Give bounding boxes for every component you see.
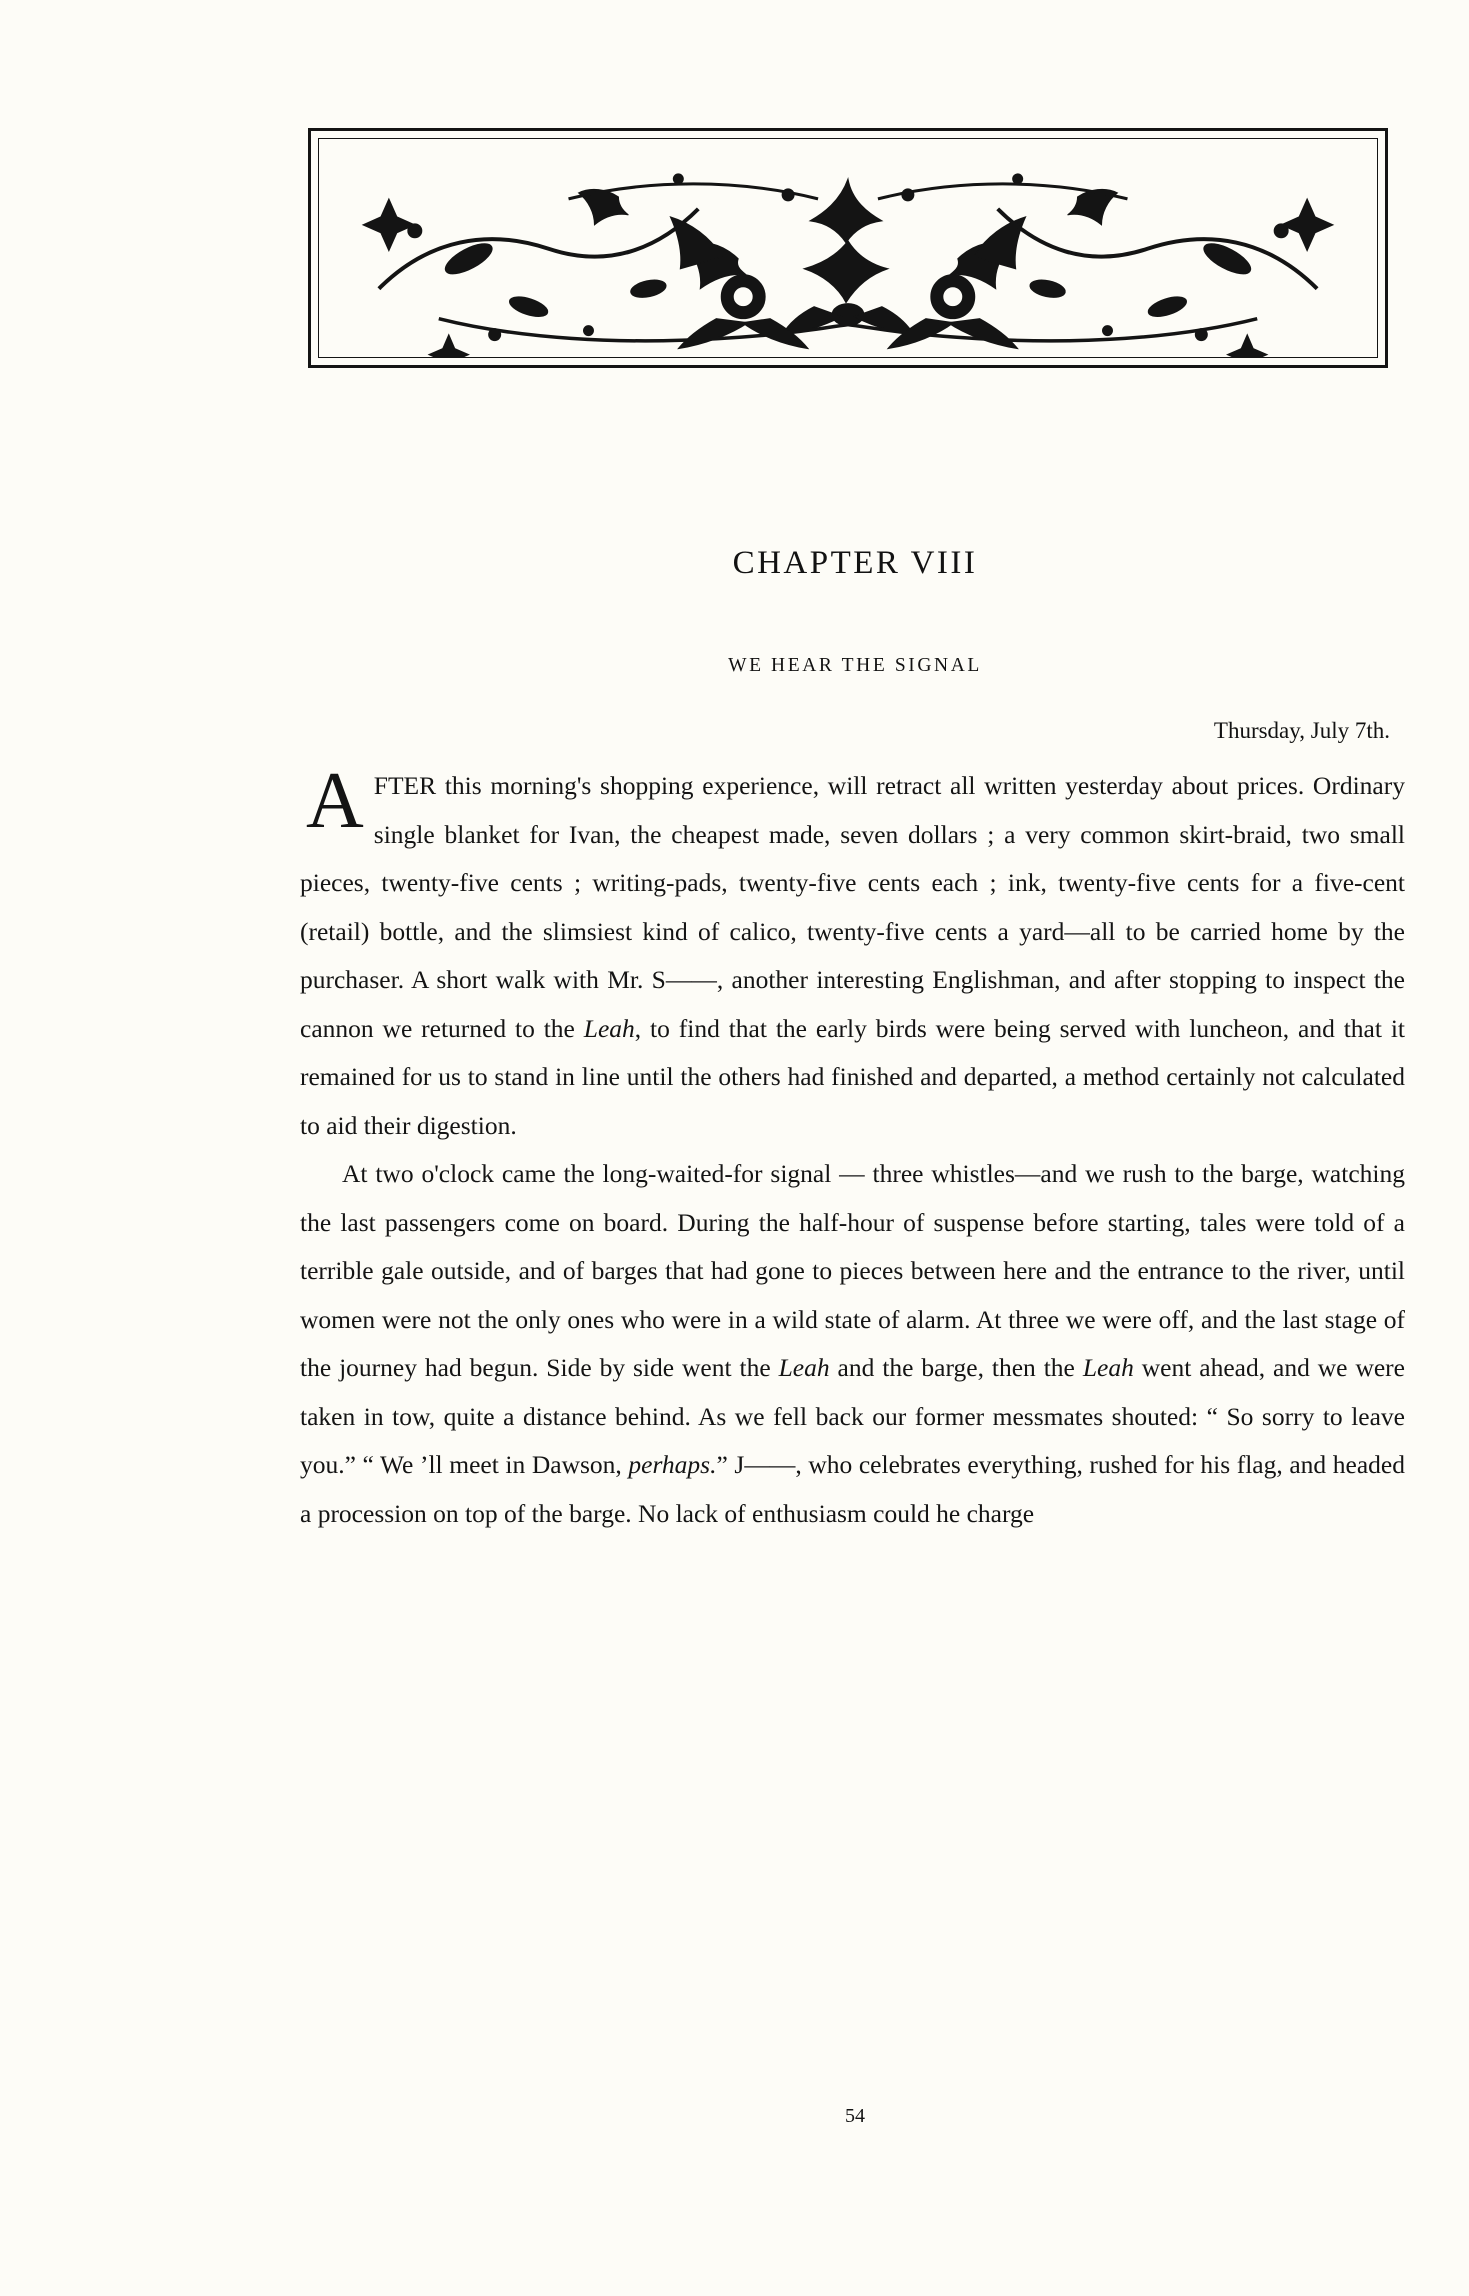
page-number: 54 — [845, 2105, 865, 2127]
italic-leah-3: Leah — [1082, 1353, 1134, 1382]
paragraph-2-part-d: ” J——, who celebrates everything, rushed for his flag, and headed a procession on top of the barge. No lack of enthusiasm could he charge — [300, 1450, 1405, 1528]
chapter-title: CHAPTER VIII — [732, 545, 978, 581]
headpiece-ornament-frame — [308, 128, 1388, 368]
italic-leah-1: Leah — [583, 1013, 635, 1043]
italic-leah-2: Leah — [778, 1353, 830, 1382]
headpiece-inner-frame — [318, 138, 1378, 358]
italic-perhaps: perhaps. — [628, 1450, 717, 1479]
paragraph-2 — [300, 1150, 1405, 1538]
paragraph-1 — [300, 757, 1406, 1150]
paragraph-2-part-c: went ahead, and we were taken in tow, quite a distance behind. As we fell back our former messmates shouted: “ So sorry to leave you.” “ We ’ll meet in Dawson, — [300, 1353, 1405, 1479]
floral-ornament-icon — [319, 139, 1377, 358]
chapter-subtitle: WE HEAR THE SIGNAL — [728, 655, 982, 676]
paragraph-1-text: FTER this morning's shopping experience, will retract all written yesterday about prices. Ordinary single blanket for Ivan, the cheapest made, seven dollars ; a very common skirt-braid, two small pieces, twenty-five cents ; writing-pads, twenty-five cents each ; ink, twenty-five cents for a five-cent (retail) bottle, and the slimsiest kind of calico, twenty-five cents a yard—all to be carried home by the purchaser. A short walk with Mr. S——, another interesting Englishman, and after stopping to inspect the cannon we returned to the — [300, 771, 1405, 1043]
drop-cap: A — [306, 757, 364, 845]
body-text — [300, 757, 1406, 1538]
paragraph-2-part-a: At two o'clock came the long-waited-for signal — three whistles—and we rush to the barge, watching the last passengers come on board. During the half-hour of suspense before starting, tales were told of a terrible gale outside, and of barges that had gone to pieces between here and the entrance to the river, until women were not the only ones who were in a wild state of alarm. At three we were off, and the last stage of the journey had begun. Side by side went the — [300, 1159, 1405, 1382]
paragraph-2-part-b: and the barge, then the — [829, 1353, 1083, 1382]
paragraph-1-tail: , to find that the early birds were being served with luncheon, and that it remained for us to stand in line until the others had finished and departed, a method certainly not calculated to aid their digestion. — [300, 1013, 1406, 1140]
page-content-area — [295, 0, 1415, 2296]
dateline: Thursday, July 7th. — [1213, 718, 1390, 743]
